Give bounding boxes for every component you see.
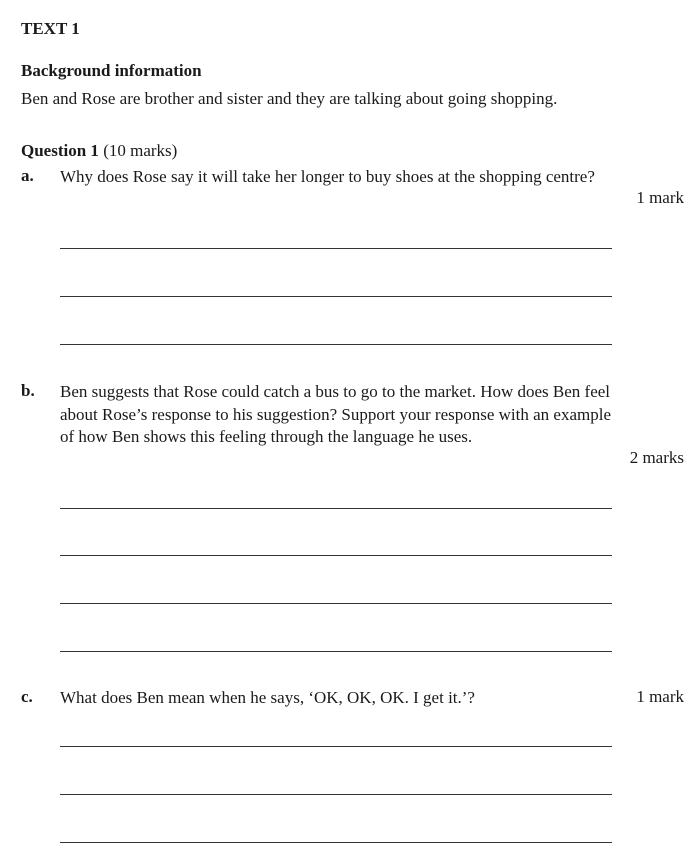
question-marks: (10 marks) <box>103 141 178 160</box>
text-heading: TEXT 1 <box>21 19 80 38</box>
answer-line-b-4[interactable] <box>60 651 612 652</box>
part-b-text: Ben suggests that Rose could catch a bus to go to the market. How does Ben feel about Rose’s response to his suggestion? Support your response with an example of how Ben shows this feeling through the language he uses. <box>60 382 612 446</box>
part-b-marks: 2 marks <box>629 448 684 467</box>
part-a-letter: a. <box>21 166 34 185</box>
part-a-marks: 1 mark <box>636 188 684 207</box>
part-c-text: What does Ben mean when he says, ‘OK, OK, OK. I get it.’? <box>60 688 475 707</box>
answer-line-a-2[interactable] <box>60 296 612 297</box>
answer-line-c-3[interactable] <box>60 842 612 843</box>
part-a-text: Why does Rose say it will take her longer to buy shoes at the shopping centre? <box>60 167 595 186</box>
part-c-marks: 1 mark <box>636 687 684 706</box>
answer-line-a-3[interactable] <box>60 344 612 345</box>
background-text: Ben and Rose are brother and sister and they are talking about going shopping. <box>21 89 558 108</box>
background-heading: Background information <box>21 61 202 80</box>
answer-line-b-2[interactable] <box>60 555 612 556</box>
answer-line-a-1[interactable] <box>60 248 612 249</box>
answer-line-b-1[interactable] <box>60 508 612 509</box>
answer-line-b-3[interactable] <box>60 603 612 604</box>
part-b-letter: b. <box>21 381 35 400</box>
question-label: Question 1 <box>21 141 99 160</box>
answer-line-c-2[interactable] <box>60 794 612 795</box>
answer-line-c-1[interactable] <box>60 746 612 747</box>
question-heading <box>21 141 177 161</box>
part-c-letter: c. <box>21 687 33 706</box>
